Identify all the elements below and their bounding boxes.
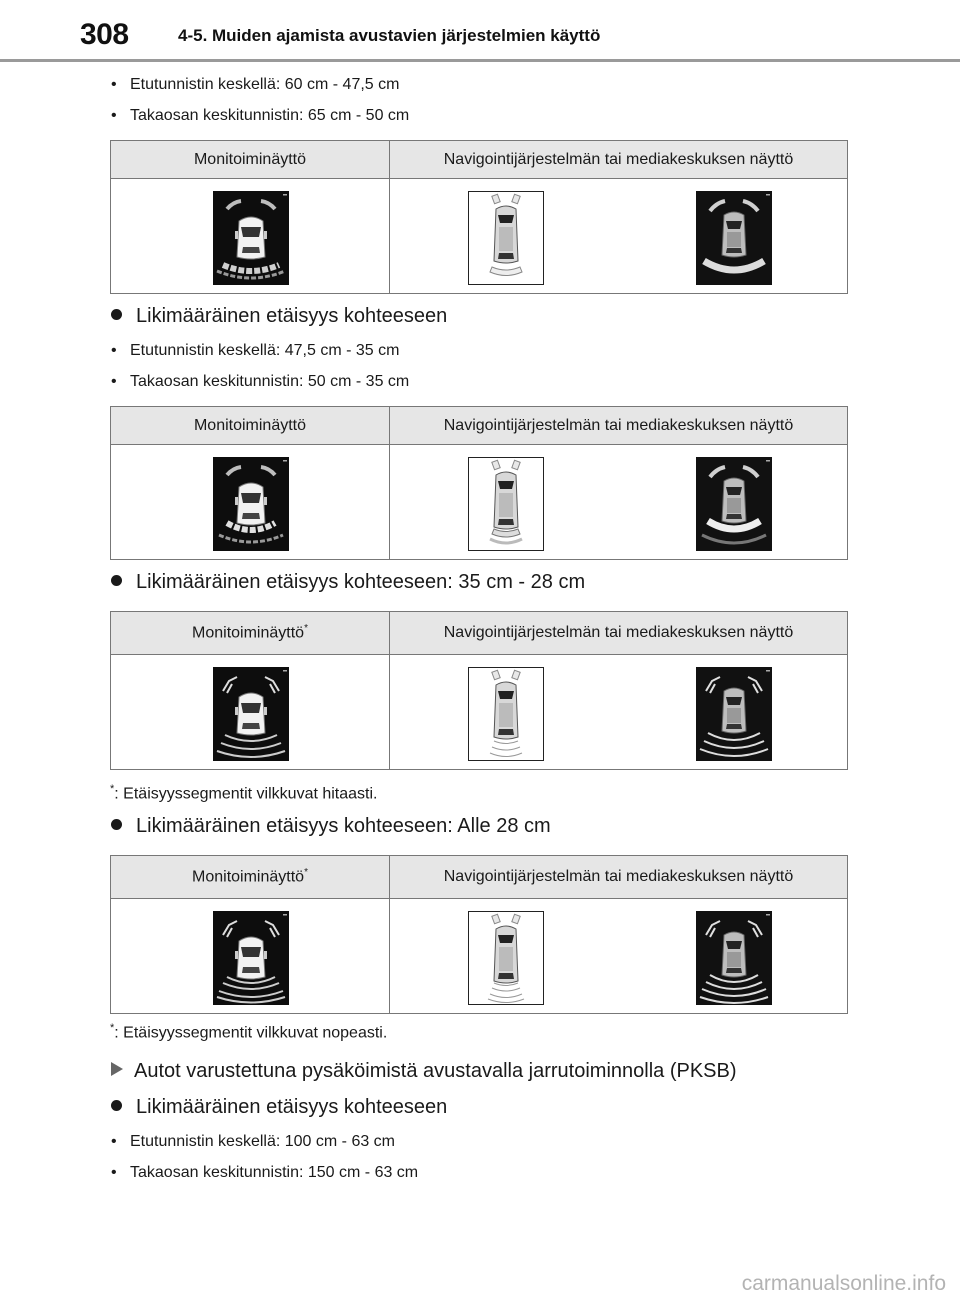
footnote: *: Etäisyyssegmentit vilkkuvat hitaasti. xyxy=(110,783,378,803)
col-header-multi-display: Monitoiminäyttö xyxy=(111,407,390,445)
col-header-navi-display: Navigointijärjestelmän tai mediakeskuksen näyttö xyxy=(390,407,848,445)
multi-display-image xyxy=(213,457,289,551)
display-table xyxy=(110,140,848,294)
col-header-navi-display: Navigointijärjestelmän tai mediakeskuksen näyttö xyxy=(390,856,848,899)
navi-light-image xyxy=(468,911,544,1005)
multi-display-image xyxy=(213,911,289,1005)
navi-light-image xyxy=(468,667,544,761)
multi-display-cell xyxy=(111,179,390,294)
col-header-multi-display: Monitoiminäyttö* xyxy=(111,856,390,899)
watermark: carmanualsonline.info xyxy=(741,1272,946,1295)
parking-sensor-display xyxy=(213,457,289,551)
section-heading: Likimääräinen etäisyys kohteeseen: Alle 28 cm xyxy=(111,815,551,838)
bullet-item: • Takaosan keskitunnistin: 65 cm - 50 cm xyxy=(111,107,409,125)
display-table xyxy=(110,855,848,1014)
col-header-navi-display: Navigointijärjestelmän tai mediakeskuksen näyttö xyxy=(390,141,848,179)
footnote: *: Etäisyyssegmentit vilkkuvat nopeasti. xyxy=(110,1022,388,1042)
multi-display-cell xyxy=(111,445,390,560)
navi-dark-image xyxy=(696,191,772,285)
navi-display-cell xyxy=(390,445,848,560)
bullet-item: • Etutunnistin keskellä: 47,5 cm - 35 cm xyxy=(111,342,399,360)
header-divider xyxy=(0,59,960,62)
navi-dark-image xyxy=(696,457,772,551)
parking-sensor-display xyxy=(213,911,289,1005)
col-header-multi-display: Monitoiminäyttö xyxy=(111,141,390,179)
col-header-multi-display: Monitoiminäyttö* xyxy=(111,612,390,655)
section-heading: Likimääräinen etäisyys kohteeseen xyxy=(111,1096,447,1119)
parking-sensor-display xyxy=(213,191,289,285)
black-dot-icon xyxy=(111,819,122,830)
parking-sensor-display xyxy=(468,191,544,285)
triangle-right-icon xyxy=(111,1062,123,1076)
navi-display-cell xyxy=(390,655,848,770)
page-header xyxy=(0,0,960,62)
parking-sensor-display xyxy=(696,457,772,551)
display-table xyxy=(110,406,848,560)
navi-dark-image xyxy=(696,911,772,1005)
section-heading: Likimääräinen etäisyys kohteeseen: 35 cm - 28 cm xyxy=(111,571,585,594)
multi-display-image xyxy=(213,667,289,761)
black-dot-icon xyxy=(111,575,122,586)
parking-sensor-display xyxy=(213,667,289,761)
navi-display-cell xyxy=(390,899,848,1014)
bullet-item: • Etutunnistin keskellä: 100 cm - 63 cm xyxy=(111,1133,395,1151)
subsection-heading: Autot varustettuna pysäköimistä avustavalla jarrutoiminnolla (PKSB) xyxy=(111,1060,737,1083)
bullet-item: • Takaosan keskitunnistin: 150 cm - 63 cm xyxy=(111,1164,418,1182)
bullet-item: • Etutunnistin keskellä: 60 cm - 47,5 cm xyxy=(111,76,399,94)
black-dot-icon xyxy=(111,309,122,320)
parking-sensor-display xyxy=(696,667,772,761)
multi-display-cell xyxy=(111,899,390,1014)
navi-light-image xyxy=(468,457,544,551)
navi-light-image xyxy=(468,191,544,285)
parking-sensor-display xyxy=(468,911,544,1005)
multi-display-cell xyxy=(111,655,390,770)
section-heading: Likimääräinen etäisyys kohteeseen xyxy=(111,305,447,328)
page-number: 308 xyxy=(80,18,129,51)
bullet-item: • Takaosan keskitunnistin: 50 cm - 35 cm xyxy=(111,373,409,391)
chapter-title: 4-5. Muiden ajamista avustavien järjestelmien käyttö xyxy=(178,26,601,45)
multi-display-image xyxy=(213,191,289,285)
black-dot-icon xyxy=(111,1100,122,1111)
parking-sensor-display xyxy=(468,457,544,551)
parking-sensor-display xyxy=(468,667,544,761)
parking-sensor-display xyxy=(696,911,772,1005)
display-table xyxy=(110,611,848,770)
parking-sensor-display xyxy=(696,191,772,285)
navi-display-cell xyxy=(390,179,848,294)
col-header-navi-display: Navigointijärjestelmän tai mediakeskuksen näyttö xyxy=(390,612,848,655)
navi-dark-image xyxy=(696,667,772,761)
